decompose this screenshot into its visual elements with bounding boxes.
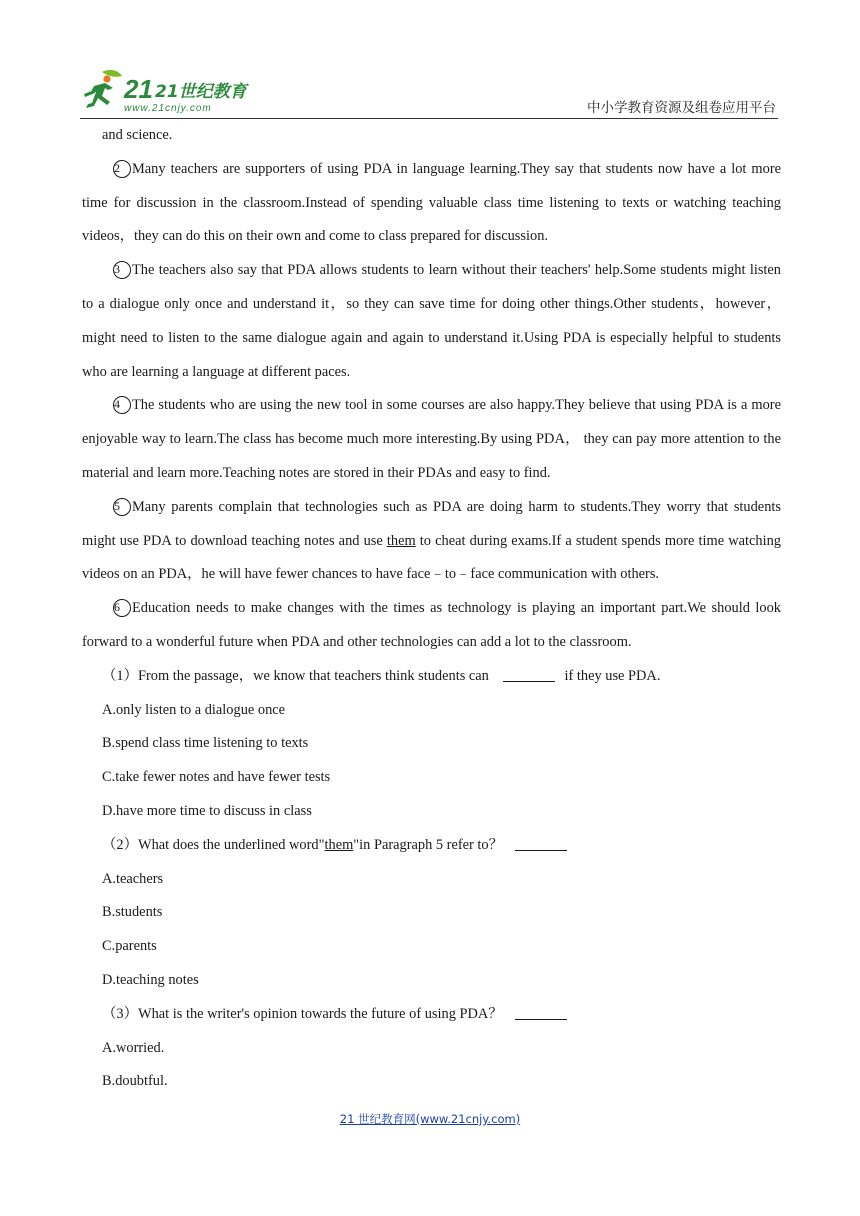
paragraph-4: 4 The students who are using the new tool in some courses are also happy.They believe that using PDA is a more enjoyable way to learn.The class has become much more interesting.By using PDA， they can pay more attention to the material and learn more.Teaching notes are stored in their PDAs and easy to find. bbox=[82, 397, 781, 481]
footer-link[interactable]: 21 世纪教育网(www.21cnjy.com) bbox=[339, 1112, 521, 1126]
paragraph-number: 6 bbox=[113, 599, 131, 617]
option-a[interactable]: A.only listen to a dialogue once bbox=[102, 701, 286, 718]
paragraph-number: 2 bbox=[113, 160, 131, 178]
question-2: （2）What does the underlined word"them"in Paragraph 5 refer to？ bbox=[82, 829, 781, 863]
paragraph-number: 3 bbox=[113, 261, 131, 279]
footer bbox=[0, 1111, 860, 1127]
paragraph-number: 5 bbox=[113, 498, 131, 516]
question-3: （3）What is the writer's opinion towards the future of using PDA？ bbox=[82, 998, 781, 1032]
option-a[interactable]: A.teachers bbox=[102, 870, 164, 887]
answer-blank[interactable] bbox=[515, 835, 567, 851]
document-body bbox=[82, 119, 781, 1099]
page-header bbox=[80, 66, 778, 119]
option-b[interactable]: B.doubtful. bbox=[102, 1073, 168, 1090]
underlined-word: them bbox=[386, 532, 416, 549]
site-logo bbox=[80, 68, 250, 116]
paragraph-number: 4 bbox=[113, 396, 131, 414]
option-d[interactable]: D.have more time to discuss in class bbox=[102, 802, 312, 819]
svg-text:www.21cnjy.com: www.21cnjy.com bbox=[124, 103, 212, 114]
option-c[interactable]: C.parents bbox=[102, 938, 157, 955]
platform-title: 中小学教育资源及组卷应用平台 bbox=[587, 100, 776, 116]
option-b[interactable]: B.spend class time listening to texts bbox=[102, 735, 309, 752]
option-a[interactable]: A.worried. bbox=[102, 1039, 165, 1056]
option-d[interactable]: D.teaching notes bbox=[102, 971, 199, 988]
paragraph-5: 5 Many parents complain that technologies such as PDA are doing harm to students.They worry that students might use PDA to download teaching notes and use them to cheat during exams.If a student spends more time watching videos on an PDA，he will have fewer chances to have face﹣to﹣face communication with others. bbox=[82, 498, 781, 583]
runner-logo-icon bbox=[80, 68, 250, 116]
question-1: （1）From the passage，we know that teachers think students can if they use PDA. bbox=[102, 667, 661, 684]
answer-blank[interactable] bbox=[515, 1004, 567, 1020]
paragraph-3: 3 The teachers also say that PDA allows students to learn without their teachers' help.Some students might listen to a dialogue only once and understand it，so they can save time for doing other things.Other students，however， might need to listen to the same dialogue again and again to understand it.Using PDA is especially helpful to students who are learning a language at different paces. bbox=[82, 262, 781, 380]
option-b[interactable]: B.students bbox=[102, 904, 163, 921]
answer-blank[interactable] bbox=[503, 666, 555, 682]
svg-text:21世纪教育: 21世纪教育 bbox=[155, 82, 247, 102]
svg-text:21: 21 bbox=[124, 74, 153, 104]
underlined-word: them bbox=[324, 836, 354, 853]
passage-continuation: and science. bbox=[102, 127, 173, 143]
option-c[interactable]: C.take fewer notes and have fewer tests bbox=[102, 769, 331, 786]
paragraph-2: 2 Many teachers are supporters of using PDA in language learning.They say that students now have a lot more time for discussion in the classroom.Instead of spending valuable class time listening to texts or watching teaching videos，they can do this on their own and come to class prepared for discussion. bbox=[82, 160, 781, 245]
paragraph-6: 6 Education needs to make changes with the times as technology is playing an important part.We should look forward to a wonderful future when PDA and other technologies can add a lot to the classroom. bbox=[82, 600, 781, 650]
